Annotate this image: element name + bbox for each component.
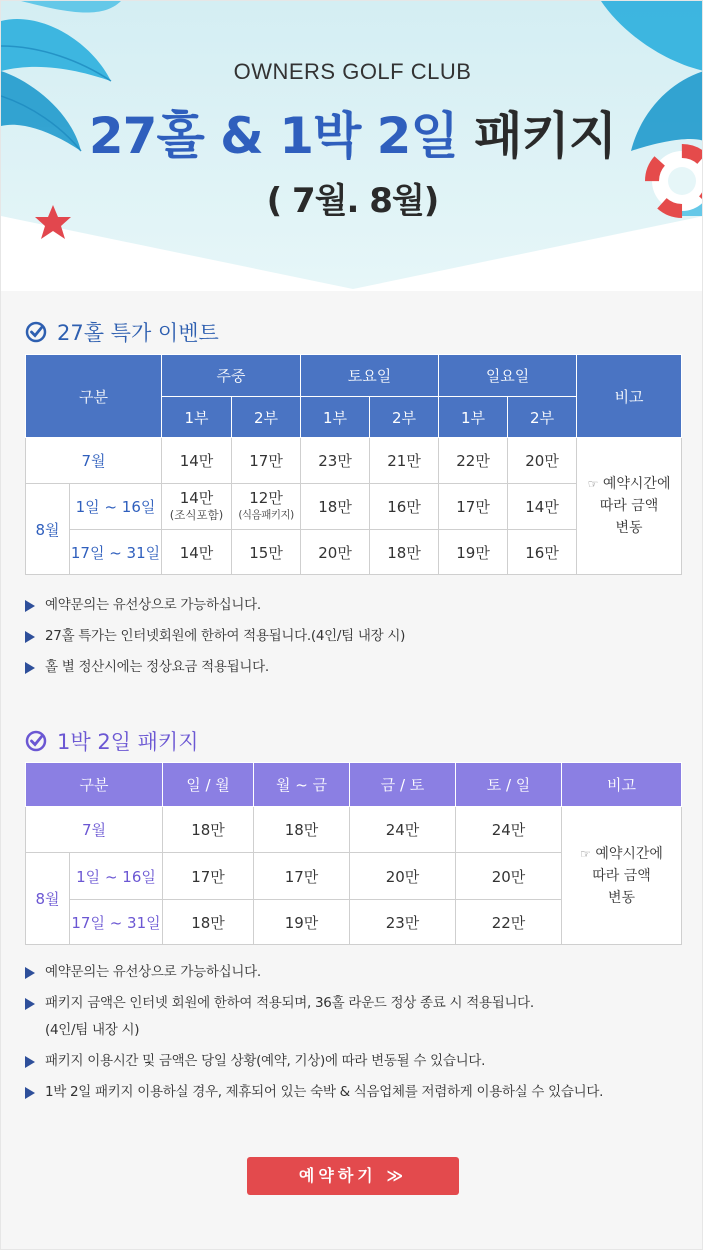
period-label: 17일 ~ 31일 [70,900,163,945]
triangle-bullet-icon [25,631,35,643]
period-label: 17일 ~ 31일 [70,530,162,575]
hero-banner [1,1,703,291]
list-item: 1박 2일 패키지 이용하실 경우, 제휴되어 있는 숙박 & 식음업체를 저렴하게 이용하실 수 있습니다. [25,1084,603,1101]
table-row [26,807,682,853]
triangle-bullet-icon [25,1087,35,1099]
header-saturday: 토요일 [301,355,439,397]
reserve-button[interactable]: 예약하기 ≫ [247,1157,459,1195]
price-cell: 20만 [456,853,562,900]
price-cell: 18만 [163,900,254,945]
package-price-table [25,762,682,945]
price-cell [232,484,301,530]
header-remark: 비고 [577,355,682,438]
price-cell [162,484,232,530]
header-gubun: 구분 [26,355,162,438]
remark-cell [577,438,682,575]
triangle-bullet-icon [25,662,35,674]
pointing-hand-icon: ☞ [587,477,599,491]
price-cell: 20만 [508,438,577,484]
price-note: (조식포함) [169,508,224,522]
price-cell: 18만 [370,530,439,575]
price-cell: 24만 [456,807,562,853]
price-cell: 21만 [370,438,439,484]
header-part2: 2부 [232,397,301,438]
price-cell: 22만 [456,900,562,945]
header-weekday: 주중 [162,355,301,397]
period-label: 1일 ~ 16일 [70,484,162,530]
event-section-title [25,317,219,347]
price-cell: 23만 [301,438,370,484]
price-cell: 14만 [162,530,232,575]
header-part1: 1부 [162,397,232,438]
price-cell: 14만 [162,438,232,484]
remark-line: 따라 금액 [592,867,651,884]
price-value: 14만 [179,489,214,507]
price-cell: 19만 [254,900,350,945]
check-circle-icon [25,730,47,752]
price-cell: 17만 [439,484,508,530]
header-part1: 1부 [439,397,508,438]
list-item: 27홀 특가는 인터넷회원에 한하여 적용됩니다.(4인/팀 내장 시) [25,628,405,645]
header-part2: 2부 [370,397,439,438]
table-row [26,438,682,484]
price-cell: 17만 [254,853,350,900]
header-gubun: 구분 [26,763,163,807]
header-sat-sun: 토 / 일 [456,763,562,807]
price-cell: 24만 [350,807,456,853]
price-value: 12만 [249,489,283,507]
list-item: 홀 별 정산시에는 정상요금 적용됩니다. [25,659,405,676]
list-item: 예약문의는 유선상으로 가능하십니다. [25,964,603,981]
price-cell: 14만 [508,484,577,530]
price-cell: 23만 [350,900,456,945]
price-cell: 18만 [254,807,350,853]
remark-line: 변동 [615,520,643,536]
price-cell: 16만 [370,484,439,530]
header-fri-sat: 금 / 토 [350,763,456,807]
club-name: OWNERS GOLF CLUB [233,59,472,84]
package-heading: 1박 2일 패키지 [57,730,199,754]
header-remark: 비고 [562,763,682,807]
event-heading: 27홀 특가 이벤트 [57,321,219,345]
triangle-bullet-icon [25,1056,35,1068]
package-section-title [25,726,199,756]
header-part1: 1부 [301,397,370,438]
remark-line: 따라 금액 [599,498,659,514]
remark-line: 예약시간에 [602,476,671,492]
price-cell: 15만 [232,530,301,575]
period-label: 1일 ~ 16일 [70,853,163,900]
remark-line: 예약시간에 [595,845,663,862]
month-label: 8월 [26,853,70,945]
header-sunday: 일요일 [439,355,577,397]
triangle-bullet-icon [25,967,35,979]
list-item: 예약문의는 유선상으로 가능하십니다. [25,597,405,614]
price-cell: 22만 [439,438,508,484]
title-suffix: 패키지 [474,107,617,165]
list-item-continued: (4인/팀 내장 시) [45,1022,140,1038]
pointing-hand-icon: ☞ [580,846,591,861]
price-cell: 18만 [301,484,370,530]
list-item: 패키지 이용시간 및 금액은 당일 상황(예약, 기상)에 따라 변동될 수 있습니다. [25,1053,603,1070]
row-label: 7월 [26,807,163,853]
price-cell: 19만 [439,530,508,575]
triangle-bullet-icon [25,998,35,1010]
page-title [1,101,703,171]
header-mon-fri: 월 ~ 금 [254,763,350,807]
price-cell: 17만 [163,853,254,900]
price-note: (식음패키지) [238,509,294,521]
row-label: 7월 [26,438,162,484]
event-notes [25,597,405,690]
remark-line: 변동 [607,889,636,906]
event-price-table [25,354,682,575]
triangle-bullet-icon [25,600,35,612]
page-subtitle: ( 7월. 8월) [266,181,439,221]
price-cell: 16만 [508,530,577,575]
header-part2: 2부 [508,397,577,438]
list-item: 패키지 금액은 인터넷 회원에 한하여 적용되며, 36홀 라운드 정상 종료 시 적용됩니다. [25,995,603,1012]
title-highlight: 27홀 & 1박 2일 [88,107,458,165]
remark-cell [562,807,682,945]
price-cell: 20만 [301,530,370,575]
header-sun-mon: 일 / 월 [163,763,254,807]
check-circle-icon [25,321,47,343]
package-notes [25,964,603,1115]
price-cell: 18만 [163,807,254,853]
price-cell: 20만 [350,853,456,900]
price-cell: 17만 [232,438,301,484]
month-label: 8월 [26,484,70,575]
